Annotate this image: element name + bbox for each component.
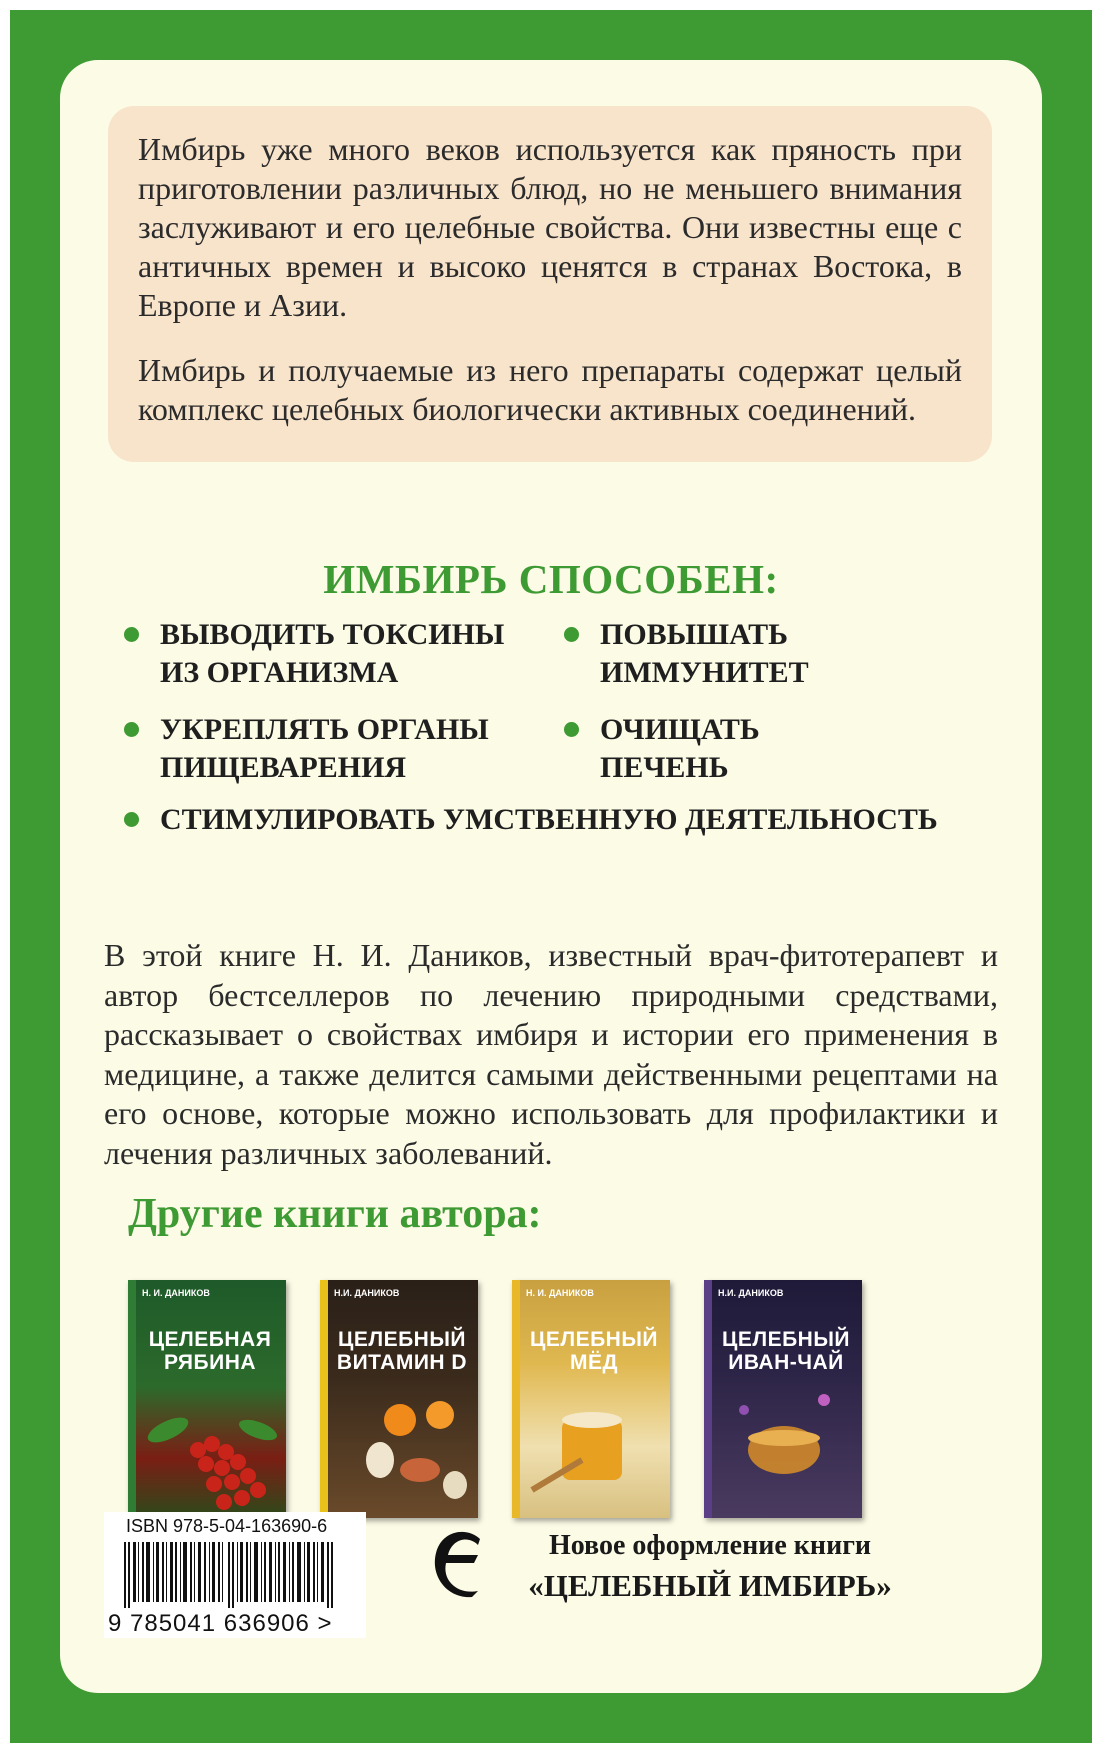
ability-item: ОЧИЩАТЬ ПЕЧЕНЬ <box>600 711 760 787</box>
food-illustration <box>320 1280 478 1518</box>
ability-item: ВЫВОДИТЬ ТОКСИНЫ ИЗ ОРГАНИЗМА <box>160 616 504 692</box>
book-title: ЦЕЛЕБНЫЙ ИВАН-ЧАЙ <box>721 1328 850 1374</box>
book-thumbnail[interactable] <box>704 1280 862 1518</box>
publisher-logo-icon <box>428 1525 488 1605</box>
intro-paragraph: Имбирь и получаемые из него препараты содержат целый комплекс целебных биологически активных соединений. <box>138 352 962 427</box>
intro-box <box>108 106 992 462</box>
book-author: Н.И. ДАНИКОВ <box>334 1288 400 1298</box>
intro-paragraph: Имбирь уже много веков используется как пряность при приготовлении различных блюд, но не меньшего внимания заслуживают и его целебные свойства. Они известны еще с античных времен и высоко ценятся в странах Востока, в Европе и Азии. <box>138 131 962 323</box>
ability-item: ПОВЫШАТЬ ИММУНИТЕТ <box>600 616 809 692</box>
book-title: ЦЕЛЕБНЫЙ ВИТАМИН D <box>336 1328 468 1374</box>
rowan-berries-illustration <box>128 1280 286 1518</box>
book-thumbnail[interactable] <box>512 1280 670 1518</box>
other-books-title: Другие книги автора: <box>128 1191 542 1237</box>
barcode <box>104 1512 366 1638</box>
barcode-bars <box>124 1542 344 1608</box>
new-edition-title: «ЦЕЛЕБНЫЙ ИМБИРЬ» <box>528 1568 892 1603</box>
new-edition-note <box>520 1528 900 1606</box>
book-author: Н. И. ДАНИКОВ <box>142 1288 210 1298</box>
bullet-dot <box>564 627 579 642</box>
tea-cup-illustration <box>704 1280 862 1518</box>
book-author: Н. И. ДАНИКОВ <box>526 1288 594 1298</box>
new-edition-line: Новое оформление книги <box>548 1530 872 1561</box>
book-thumbnail[interactable] <box>128 1280 286 1518</box>
bullet-dot <box>564 722 579 737</box>
isbn-label: ISBN 978-5-04-163690-6 <box>126 1516 328 1536</box>
book-description: В этой книге Н. И. Даников, известный врач-фитотерапевт и автор бестселлеров по лечению природными средствами, рассказывает о свойствах имбиря и истории его применения в медицине, а также делится самыми действенными рецептами на его основе, которые можно использовать для профилактики и лечения различных заболеваний. <box>104 937 998 1171</box>
book-title: ЦЕЛЕБНАЯ РЯБИНА <box>148 1328 272 1374</box>
book-author: Н.И. ДАНИКОВ <box>718 1288 784 1298</box>
bullet-dot <box>124 722 139 737</box>
abilities-title: ИМБИРЬ СПОСОБЕН: <box>323 556 779 602</box>
content-panel <box>60 60 1042 1693</box>
ability-item: СТИМУЛИРОВАТЬ УМСТВЕННУЮ ДЕЯТЕЛЬНОСТЬ <box>160 801 938 839</box>
book-back-cover <box>10 10 1092 1743</box>
book-title: ЦЕЛЕБНЫЙ МЁД <box>529 1328 658 1374</box>
honey-jar-illustration <box>512 1280 670 1518</box>
ability-item: УКРЕПЛЯТЬ ОРГАНЫ ПИЩЕВАРЕНИЯ <box>160 711 489 787</box>
barcode-number: 9 785041 636906 > <box>108 1610 333 1637</box>
bullet-dot <box>124 627 139 642</box>
bullet-dot <box>124 812 139 827</box>
book-thumbnail[interactable] <box>320 1280 478 1518</box>
